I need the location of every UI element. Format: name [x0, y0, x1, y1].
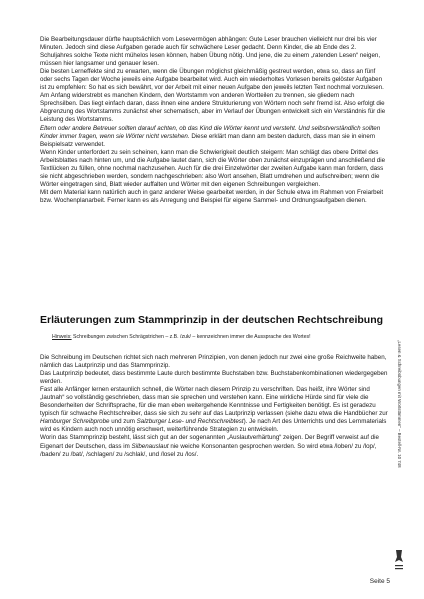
italic-salzburger: Salzburger Lese- und Rechtschreibtest — [136, 418, 244, 426]
paragraph-beginners: Fast alle Anfänger lernen erstaunlich schnell, die Wörter nach diesem Prinzip zu verschriften. Das heißt, ihre Wörter sind „lautnah“ so vollständig geschrieben, dass man sie sprechen und verstehen kann. Eine wirkliche Hürde sind für viele die Besonderheiten der Schriftsprache, für die man eben weitergehende Kenntnisse und Fertigkeiten benötigt. Es ist geradezu typisch für schwache Rechtschreiber, dass sie sich zu sehr auf das Lautprinzip verlassen (siehe dazu etwa die Handbücher zur Hamburger Schreibprobe und zum Salzburger Lese- und Rechtschreibtest). Je nach Art des Unterrichts und des Lernmaterials wird es Kindern auch noch unnötig erschwert, weiterführende Strategien zu entwickeln. — [40, 386, 388, 434]
italic-silbenauslaut: Silbenauslaut — [131, 442, 169, 450]
hint-label: Hinweis: — [52, 334, 72, 340]
publisher-logo — [393, 548, 405, 572]
margin-order-note — [392, 340, 402, 566]
section-title: Erläuterungen zum Stammprinzip in der deutschen Rechtschreibung — [40, 314, 384, 326]
publisher-logo-icon — [393, 548, 405, 572]
order-note-text: „Lesen & Schreibübungen mit Wortstämmen“ – Bestell-Nr. 10 748 — [397, 340, 402, 468]
stem-principle-text-block — [40, 354, 388, 459]
paragraph-sound-principle: Das Lautprinzip bedeutet, dass bestimmte Laute durch bestimmte Buchstaben bzw. Buchstabenkombinationen wiedergegeben werden. — [40, 370, 388, 386]
advice-rest: Diese erklärt man dann am besten dadurch, dass man sie in einem Beispielsatz verwendet. — [40, 132, 375, 148]
paragraph-final-devoicing: Worin das Stammprinzip besteht, lässt sich gut an der sogenannten „Auslautverhärtung“ zeigen. Der Begriff verweist auf die Eigenart der Deutschen, dass im Silbenauslaut nie weiche Konsonanten gesprochen werden. So wird etwa /loben/ zu /lop/, /baden/ zu /bat/, /schlagen/ zu /schlak/, und /losel zu /los/. — [40, 434, 379, 458]
page-number: Seite 5 — [369, 578, 390, 585]
hint-line — [52, 334, 392, 340]
italic-hamburger: Hamburger Schreibprobe — [40, 418, 110, 426]
intro-text-block — [40, 36, 388, 205]
paragraph-material: Mit dem Material kann natürlich auch in ganz anderer Weise gearbeitet werden, in der Schule etwa im Rahmen von Freiarbeit bzw. Wochenplanarbeit. Ferner kann es als Anregung und Beispiel für eigene Sammel- und Ordnungsaufgaben dienen. — [40, 188, 384, 204]
paragraph-learning-effects: Die besten Lerneffekte sind zu erwarten, wenn die Übungen möglichst gleichmäßig gestreut werden, etwa so, dass an fünf oder sechs Tagen der Woche jeweils eine Aufgabe bearbeitet wird. Auch ein wiederholtes Vorlesen bereits gelöster Aufgaben ist zu empfehlen: So hat es sich bewährt, vor der Arbeit mit einer neuen Aufgabe den jeweils letzten Text nochmal vorzulesen. — [40, 68, 384, 92]
hint-text: Schreibungen zwischen Schrägstrichen – z.B. /zuk/ – kennzeichnen immer die Aussprache des Wortes! — [71, 334, 311, 340]
paragraph-word-stem: Am Anfang widerstrebt es manchen Kindern, den Wortstamm von anderen Wortteilen zu trennen, sie gliedern nach Sprechsilben. Das liegt einfach daran, dass ihnen eine andere Strukturierung von Wörtern noch sehr fremd ist. Also erfolgt die Abgrenzung des Wortstamms zunächst eher schematisch, aber im Verlauf der Übungen entwickelt sich ein Verständnis für die Leistung des Wortstamms. — [40, 92, 386, 124]
paragraph-principles: Die Schreibung im Deutschen richtet sich nach mehreren Prinzipien, von denen jedoch nur zwei eine große Reichweite haben, nämlich das Lautprinzip und das Stammprinzip. — [40, 354, 387, 370]
paragraph-difficulty: Wenn Kinder unterfordert zu sein scheinen, kann man die Schwierigkeit deutlich steigern: Man schlägt das obere Drittel des Arbeitsblattes nach hinten um, und die Aufgabe lautet dann, sich die Wörter oben zunächst einzuprägen und anschließend die Textlücken zu füllen, ohne nochmal nachzusehen. Auch für die drei Einzelwörter der zweiten Aufgabe kann man fordern, dass sie nicht abgeschrieben werden, sondern nachgeschrieben: also Wort ansehen, Blatt umdrehen und aufschreiben; wenn die Wörter eingetragen sind, Blatt wieder auffalten und Wörter mit den eigenen Schreibungen vergleichen. — [40, 148, 386, 188]
paragraph-parents — [40, 125, 388, 149]
paragraph-duration: Die Bearbeitungsdauer dürfte hauptsächlich vom Lesevermögen abhängen: Gute Leser brauchen vielleicht nur drei bis vier Minuten. Jedoch sind diese Aufgaben gerade auch für schwächere Leser gedacht. Denn Kinder, die ab Ende des 2. Schuljahres solche Texte nicht mühelos lesen können, haben Übung nötig. Und jene, die zu einem „ratenden Lesen“ neigen, müssen hier langsamer und genauer lesen. — [40, 36, 381, 68]
italic-advice: Eltern oder andere Betreuer sollten darauf achten, ob das Kind die Wörter kennt und versteht. Und selbstverständlich sollten Kinder immer fragen, wenn sie Wörter nicht verstehen. — [40, 124, 381, 140]
